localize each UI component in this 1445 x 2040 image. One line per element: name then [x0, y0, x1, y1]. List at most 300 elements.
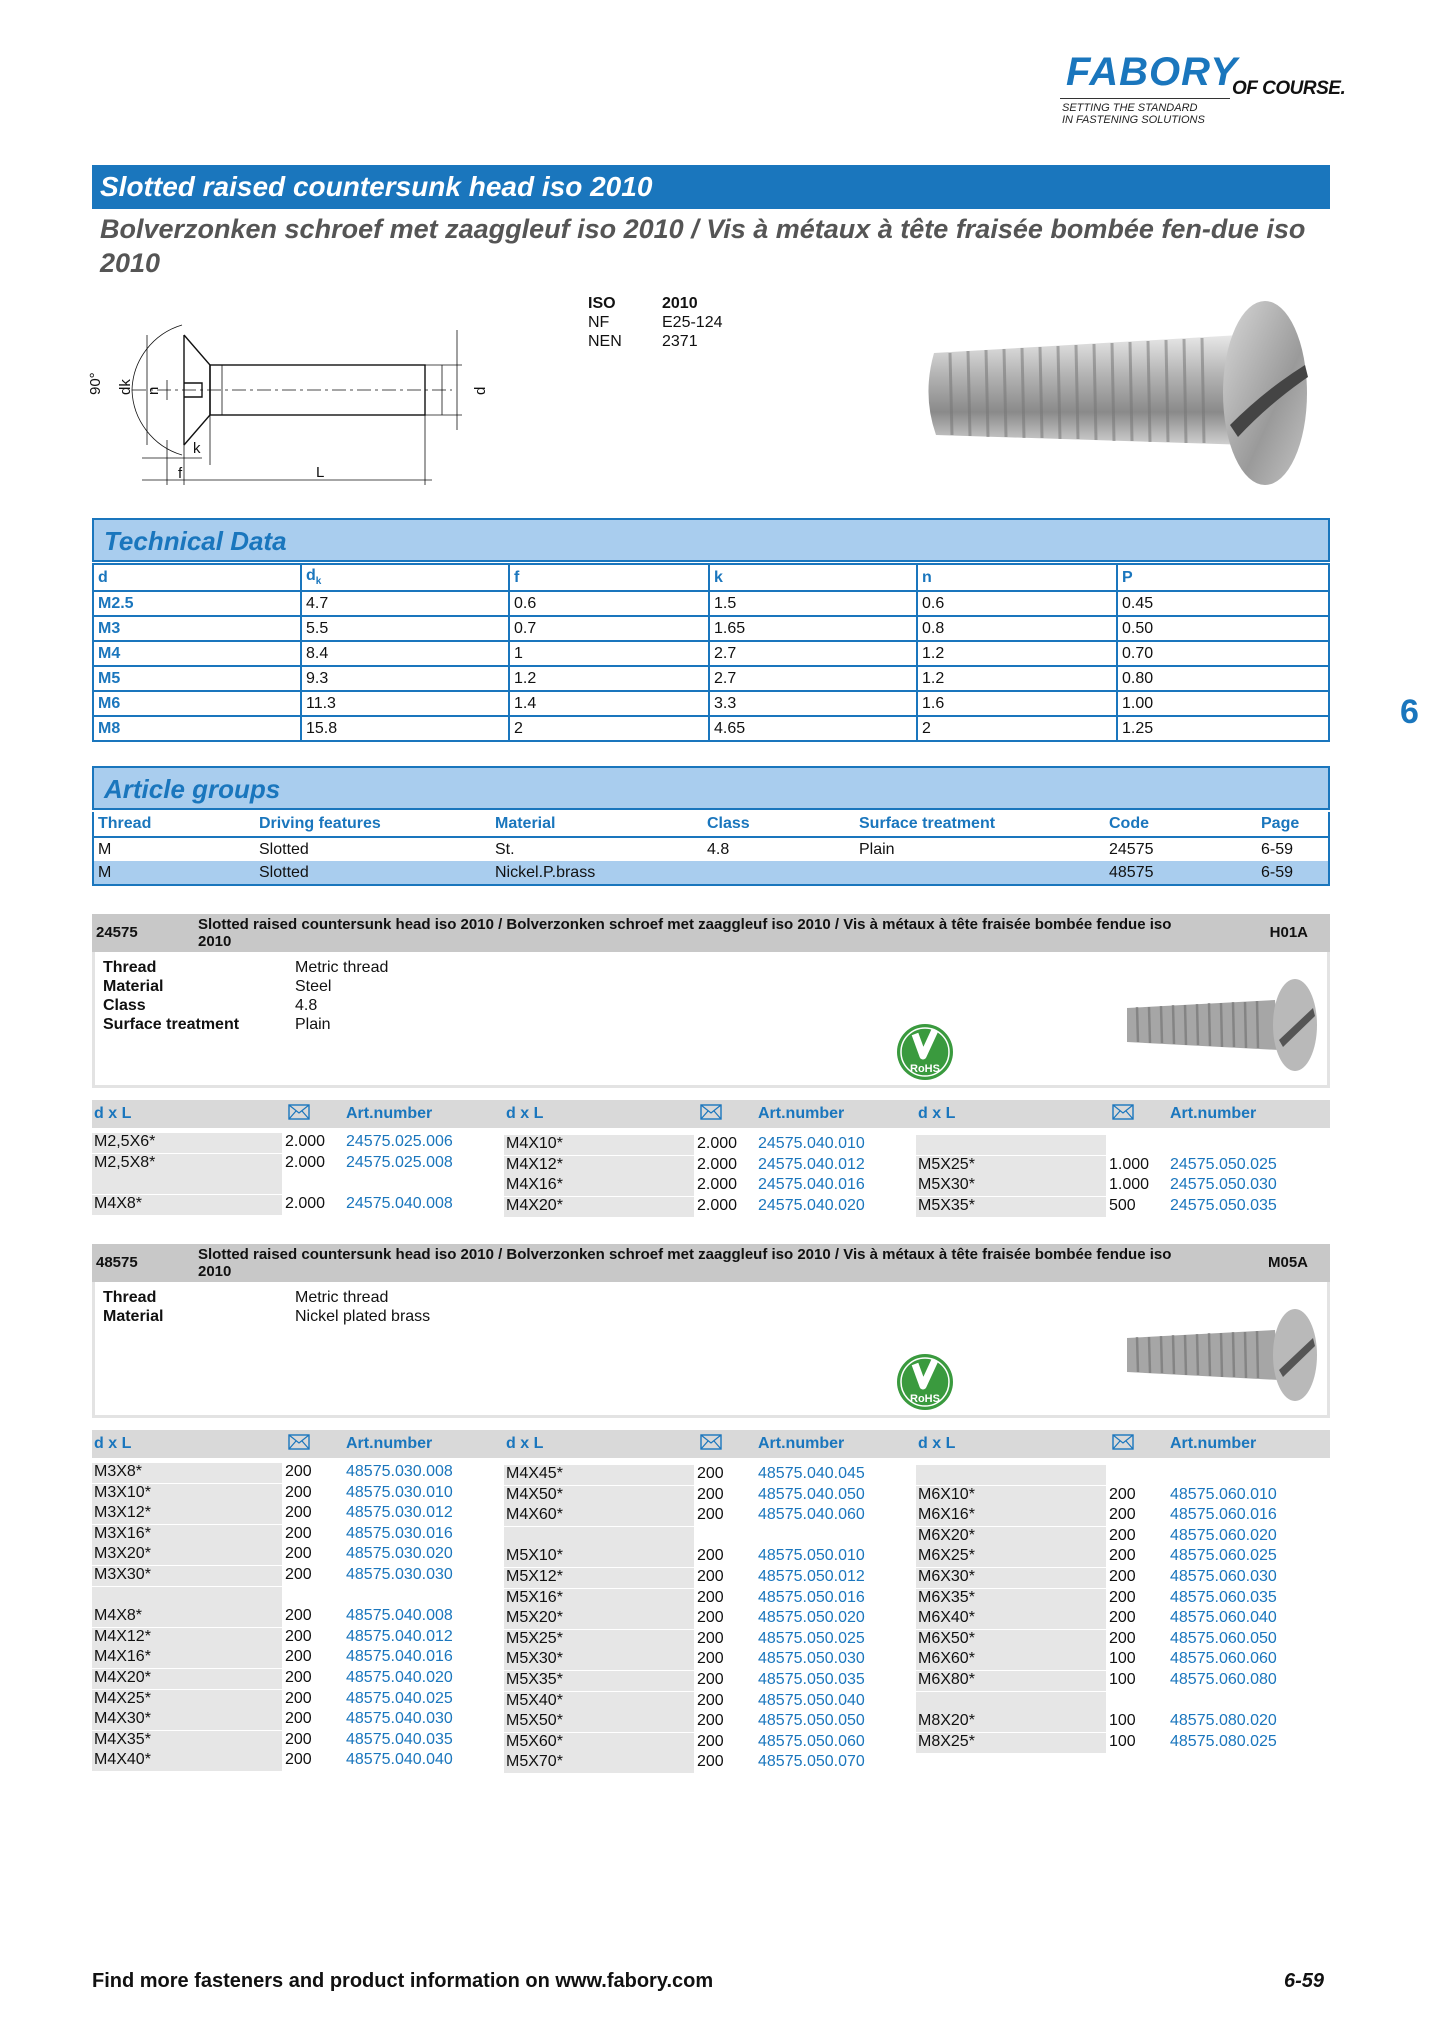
rohs-label: RoHS [910, 1393, 940, 1405]
list-item [92, 1462, 504, 1482]
cell: Nickel.P.brass [491, 861, 703, 885]
list-item [916, 1732, 1328, 1752]
cell: 5.5 [301, 616, 509, 641]
col-dxl: d x L [506, 1105, 544, 1122]
list-item [92, 1153, 504, 1173]
list-item [504, 1732, 916, 1752]
list-item [504, 1567, 916, 1587]
table-row [93, 591, 1329, 616]
pack-quantity: 100 [1109, 1650, 1136, 1668]
article-number-link[interactable]: 48575.040.030 [346, 1710, 453, 1728]
article-number-link[interactable]: 48575.030.012 [346, 1504, 453, 1522]
chapter-number: 6 [1400, 693, 1419, 731]
screw-thumbnail [1123, 970, 1323, 1070]
cell: M6 [93, 691, 301, 716]
size-dxl: M5X10* [504, 1547, 694, 1567]
cell [855, 861, 1105, 885]
list-header-24575 [92, 1100, 1330, 1128]
article-number-link[interactable]: 48575.050.040 [758, 1691, 865, 1709]
list-item [92, 1709, 504, 1729]
article-number-link[interactable]: 48575.050.070 [758, 1753, 865, 1771]
pack-quantity: 200 [697, 1506, 724, 1524]
list-item [916, 1670, 1328, 1690]
list-item [92, 1194, 504, 1214]
cell: M2.5 [93, 591, 301, 616]
cell: 0.80 [1117, 666, 1329, 691]
list-item [92, 1627, 504, 1647]
pack-quantity: 100 [1109, 1712, 1136, 1730]
size-dxl: M4X20* [504, 1197, 694, 1217]
article-number-link[interactable]: 48575.030.010 [346, 1483, 453, 1501]
article-groups-heading: Article groups [92, 766, 1330, 810]
prop-key: Surface treatment [103, 1016, 240, 1033]
list-item [504, 1608, 916, 1628]
size-dxl: M4X10* [504, 1135, 694, 1155]
th-material: Material [491, 812, 703, 837]
list-item [92, 1565, 504, 1585]
envelope-icon [700, 1434, 722, 1455]
size-dxl: M8X20* [916, 1712, 1106, 1732]
list-item [504, 1485, 916, 1505]
table-row [93, 837, 1329, 861]
size-dxl: M4X45* [504, 1465, 694, 1485]
rohs-label: RoHS [910, 1063, 940, 1075]
size-dxl: M6X10* [916, 1486, 1106, 1506]
list-item [504, 1196, 916, 1216]
th-code: Code [1105, 812, 1257, 837]
cell: 8.4 [301, 641, 509, 666]
cell: 1.00 [1117, 691, 1329, 716]
cell: 3.3 [709, 691, 917, 716]
article-number-link[interactable]: 48575.050.025 [758, 1629, 865, 1647]
article-header-24575 [92, 914, 1330, 952]
pack-quantity: 200 [285, 1669, 312, 1686]
th-dk-sub: k [315, 576, 322, 588]
pack-quantity: 200 [697, 1732, 724, 1750]
pack-quantity: 2.000 [285, 1194, 326, 1212]
article-number-link[interactable]: 48575.040.020 [346, 1669, 453, 1686]
pack-quantity: 2.000 [285, 1153, 326, 1171]
table-header-row [93, 812, 1329, 837]
th-f: f [509, 564, 709, 591]
rohs-badge [895, 1022, 955, 1082]
prop-key: Material [103, 978, 164, 995]
page-title: Slotted raised countersunk head iso 2010 [92, 165, 1330, 209]
article-number-link[interactable]: 48575.060.040 [1170, 1609, 1277, 1627]
cell: 24575 [1109, 840, 1154, 858]
list-item [504, 1670, 916, 1690]
article-number-link[interactable]: 48575.040.012 [346, 1627, 453, 1645]
std-nen-value: 2371 [662, 333, 698, 350]
article-number-link[interactable]: 48575.050.012 [758, 1568, 865, 1585]
article-number-link[interactable]: 48575.050.030 [758, 1650, 865, 1668]
article-number-link[interactable]: 48575.060.016 [1170, 1506, 1277, 1524]
pack-quantity: 200 [697, 1712, 724, 1730]
cell: 48575 [1105, 861, 1257, 885]
footer-page-number: 6-59 [1284, 1970, 1325, 1992]
drawing-label-L: L [316, 464, 325, 481]
list-item [916, 1588, 1328, 1608]
list-header-48575 [92, 1430, 1330, 1458]
size-dxl: M2,5X6* [92, 1133, 282, 1153]
cell: 0.50 [1117, 616, 1329, 641]
article-groups-table [92, 812, 1330, 886]
drawing-label-d: d [472, 386, 489, 395]
size-dxl: M6X16* [916, 1506, 1106, 1526]
footer-text: Find more fasteners and product information on www.fabory.com [92, 1970, 714, 1992]
size-dxl: M6X20* [916, 1527, 1106, 1547]
article-number-link[interactable]: 48575.080.025 [1170, 1732, 1277, 1750]
pack-quantity: 200 [1109, 1609, 1136, 1627]
article-number-link[interactable]: 24575.050.035 [1170, 1196, 1277, 1214]
size-dxl: M6X80* [916, 1671, 1106, 1691]
logo-brand: FABORY [1066, 50, 1238, 94]
pack-quantity: 200 [285, 1504, 312, 1522]
article-number-link[interactable]: 24575.040.016 [758, 1176, 865, 1194]
logo-tagline-2: IN FASTENING SOLUTIONS [1062, 114, 1205, 126]
cell: 1.2 [917, 666, 1117, 691]
article-properties [103, 958, 388, 1034]
list-item [504, 1588, 916, 1608]
article-number-link[interactable]: 48575.040.016 [346, 1648, 453, 1666]
list-item [504, 1711, 916, 1731]
cell: 0.45 [1117, 591, 1329, 616]
prop-value: Plain [295, 1016, 331, 1033]
cell: 0.8 [917, 616, 1117, 641]
article-number-link[interactable]: 48575.060.035 [1170, 1588, 1277, 1606]
article-number-link[interactable]: 48575.060.060 [1170, 1650, 1277, 1668]
pack-quantity: 200 [285, 1730, 312, 1748]
size-dxl: M5X25* [916, 1156, 1106, 1176]
cell: M [93, 861, 255, 885]
col-dxl: d x L [918, 1435, 956, 1452]
size-dxl: M5X50* [504, 1712, 694, 1732]
table-header-row [93, 564, 1329, 591]
list-item [916, 1711, 1328, 1731]
article-body-24575 [92, 952, 1330, 1088]
size-dxl: M4X30* [92, 1710, 282, 1730]
pack-quantity: 200 [285, 1627, 312, 1645]
technical-data-table [92, 563, 1330, 742]
table-row [93, 616, 1329, 641]
cell [703, 861, 855, 885]
screw-photo [920, 295, 1330, 495]
size-dxl: M4X16* [92, 1648, 282, 1668]
article-ref: H01A [1269, 924, 1308, 941]
size-dxl: M6X60* [916, 1650, 1106, 1670]
cell: M8 [93, 716, 301, 741]
cell: 1.2 [917, 641, 1117, 666]
size-dxl: M5X30* [504, 1650, 694, 1670]
list-item [92, 1689, 504, 1709]
article-number-link[interactable]: 48575.050.060 [758, 1732, 865, 1750]
size-dxl: M4X25* [92, 1690, 282, 1710]
article-number-link[interactable]: 24575.040.012 [758, 1155, 865, 1173]
list-item [916, 1691, 1328, 1711]
col-dxl: d x L [918, 1105, 956, 1122]
size-dxl: M6X25* [916, 1547, 1106, 1567]
pack-quantity: 200 [697, 1650, 724, 1668]
article-description: Slotted raised countersunk head iso 2010 / Bolverzonken schroef met zaaggleuf iso 2010 / Vis à métaux à tête fraisée bombée fendue iso 2010 [198, 1246, 1172, 1280]
cell: 4.8 [707, 840, 730, 858]
standards-list [588, 294, 723, 351]
list-item [504, 1464, 916, 1484]
article-number-link[interactable]: 48575.050.035 [758, 1671, 865, 1688]
pack-quantity: 2.000 [285, 1133, 326, 1150]
envelope-icon [1112, 1104, 1134, 1125]
size-dxl: M5X70* [504, 1753, 694, 1773]
list-item [916, 1196, 1328, 1216]
list-item [916, 1526, 1328, 1546]
list-item [916, 1567, 1328, 1587]
list-item [916, 1649, 1328, 1669]
article-number-link[interactable]: 48575.060.080 [1170, 1671, 1277, 1688]
table-row [93, 716, 1329, 741]
list-item [916, 1629, 1328, 1649]
cell: Plain [859, 840, 895, 858]
article-number-link[interactable]: 24575.040.008 [346, 1194, 453, 1212]
article-number-link[interactable]: 48575.040.035 [346, 1730, 453, 1748]
technical-data-heading: Technical Data [92, 518, 1330, 562]
article-number-link[interactable]: 48575.050.050 [758, 1712, 865, 1730]
size-dxl: M5X40* [504, 1692, 694, 1712]
article-number-link[interactable]: 24575.025.008 [346, 1153, 453, 1171]
size-dxl: M3X30* [92, 1566, 282, 1586]
article-number-link[interactable]: 48575.060.025 [1170, 1547, 1277, 1565]
pack-quantity: 200 [697, 1609, 724, 1627]
th-driving: Driving features [255, 812, 491, 837]
prop-value: Metric thread [295, 1289, 389, 1306]
article-number-link[interactable]: 24575.040.010 [758, 1135, 865, 1152]
pack-quantity: 1.000 [1109, 1176, 1150, 1194]
cell: 0.7 [509, 616, 709, 641]
pack-quantity: 100 [1109, 1671, 1136, 1688]
pack-quantity: 200 [697, 1547, 724, 1565]
article-properties [103, 1288, 430, 1326]
list-item [916, 1485, 1328, 1505]
list-item [504, 1505, 916, 1525]
size-dxl: M3X16* [92, 1525, 282, 1545]
rohs-badge [895, 1352, 955, 1412]
pack-quantity: 200 [1109, 1485, 1136, 1503]
list-item [916, 1546, 1328, 1566]
prop-value: 4.8 [295, 997, 318, 1014]
page-subtitle: Bolverzonken schroef met zaaggleuf iso 2010 / Vis à métaux à tête fraisée bombée fen-due iso 2010 [100, 214, 1306, 278]
article-number-link[interactable]: 48575.060.020 [1170, 1526, 1277, 1544]
cell: Slotted [259, 840, 309, 858]
size-dxl: M5X12* [504, 1568, 694, 1588]
list-item [916, 1175, 1328, 1195]
list-item [92, 1524, 504, 1544]
table-row [93, 691, 1329, 716]
table-row [93, 666, 1329, 691]
col-art: Art.number [1170, 1435, 1257, 1452]
cell: 2 [509, 716, 709, 741]
article-number-link[interactable]: 48575.030.008 [346, 1463, 453, 1480]
prop-key: Thread [103, 1289, 157, 1306]
pack-quantity: 200 [285, 1524, 312, 1542]
col-art: Art.number [758, 1435, 845, 1452]
list-item [92, 1173, 504, 1193]
table-row [93, 861, 1329, 885]
th-surface: Surface treatment [855, 812, 1105, 837]
size-dxl: M3X10* [92, 1484, 282, 1504]
size-dxl: M5X25* [504, 1630, 694, 1650]
pack-quantity: 200 [285, 1689, 312, 1707]
pack-quantity: 2.000 [697, 1196, 738, 1214]
article-number-link[interactable]: 48575.050.020 [758, 1609, 865, 1627]
drawing-label-f: f [178, 465, 183, 482]
article-number-link[interactable]: 24575.050.025 [1170, 1155, 1277, 1173]
article-number-link[interactable]: 48575.040.050 [758, 1485, 865, 1503]
article-code: 24575 [96, 924, 138, 941]
article-number-link[interactable]: 48575.040.040 [346, 1751, 453, 1769]
size-dxl: M4X12* [504, 1156, 694, 1176]
size-dxl: M3X8* [92, 1463, 282, 1483]
cell: 2 [917, 716, 1117, 741]
article-number-link[interactable]: 48575.050.016 [758, 1588, 865, 1606]
size-dxl: M5X35* [916, 1197, 1106, 1217]
size-dxl: M3X12* [92, 1504, 282, 1524]
pack-quantity: 200 [697, 1588, 724, 1606]
article-code: 48575 [96, 1254, 138, 1271]
cell: 1.6 [917, 691, 1117, 716]
list-item [504, 1649, 916, 1669]
std-nf-name: NF [588, 314, 610, 331]
list-item [916, 1464, 1328, 1484]
article-number-link[interactable]: 24575.050.030 [1170, 1176, 1277, 1194]
cell: M4 [93, 641, 301, 666]
list-item [504, 1691, 916, 1711]
pack-quantity: 200 [285, 1751, 312, 1769]
logo-slogan: OF COURSE. [1232, 78, 1346, 99]
article-number-link[interactable]: 48575.030.020 [346, 1545, 453, 1563]
pack-quantity: 200 [1109, 1588, 1136, 1606]
article-number-link[interactable]: 48575.040.025 [346, 1689, 453, 1707]
col-dxl: d x L [94, 1105, 132, 1122]
article-number-link[interactable]: 48575.040.045 [758, 1465, 865, 1482]
article-description: Slotted raised countersunk head iso 2010 / Bolverzonken schroef met zaaggleuf iso 2010 / Vis à métaux à tête fraisée bombée fendue iso 2010 [198, 916, 1172, 950]
pack-quantity: 200 [1109, 1629, 1136, 1647]
logo-underline [1060, 98, 1230, 99]
drawing-label-k: k [193, 440, 201, 457]
prop-value: Metric thread [295, 959, 389, 976]
article-number-link[interactable]: 48575.060.050 [1170, 1629, 1277, 1647]
cell: 1.2 [509, 666, 709, 691]
list-item [504, 1134, 916, 1154]
drawing-label-n: n [145, 386, 162, 395]
pack-quantity: 200 [1109, 1526, 1136, 1544]
pack-quantity: 2.000 [697, 1176, 738, 1194]
table-row [93, 641, 1329, 666]
cell: 9.3 [301, 666, 509, 691]
size-dxl: M4X12* [92, 1628, 282, 1648]
pack-quantity: 200 [1109, 1568, 1136, 1585]
size-dxl [92, 1587, 282, 1607]
article-number-link[interactable]: 48575.060.010 [1170, 1485, 1277, 1503]
article-number-link[interactable]: 48575.040.060 [758, 1506, 865, 1524]
article-number-link[interactable]: 48575.080.020 [1170, 1712, 1277, 1730]
size-dxl: M8X25* [916, 1733, 1106, 1753]
size-dxl: M6X30* [916, 1568, 1106, 1588]
list-item [504, 1546, 916, 1566]
col-art: Art.number [758, 1105, 845, 1122]
prop-key: Thread [103, 959, 157, 976]
technical-drawing [87, 295, 492, 500]
cell: 4.65 [709, 716, 917, 741]
article-number-link[interactable]: 48575.060.030 [1170, 1568, 1277, 1585]
cell: 1 [509, 641, 709, 666]
article-number-link[interactable]: 24575.040.020 [758, 1196, 865, 1214]
list-item [92, 1503, 504, 1523]
list-item [504, 1175, 916, 1195]
prop-value: Nickel plated brass [295, 1308, 431, 1325]
envelope-icon [288, 1104, 310, 1125]
list-item [916, 1505, 1328, 1525]
article-ref: M05A [1267, 1254, 1308, 1271]
th-thread: Thread [93, 812, 255, 837]
th-k: k [709, 564, 917, 591]
article-number-link[interactable]: 48575.030.030 [346, 1566, 453, 1583]
pack-quantity: 500 [1109, 1196, 1136, 1214]
size-dxl: M4X35* [92, 1731, 282, 1751]
size-dxl: M4X20* [92, 1669, 282, 1689]
pack-quantity: 200 [1109, 1547, 1136, 1565]
size-dxl: M2,5X8* [92, 1154, 282, 1174]
size-dxl: M4X50* [504, 1486, 694, 1506]
pack-quantity: 200 [285, 1483, 312, 1501]
article-number-link[interactable]: 48575.040.008 [346, 1607, 453, 1625]
list-item [504, 1629, 916, 1649]
pack-quantity: 200 [697, 1465, 724, 1482]
pack-quantity: 200 [697, 1691, 724, 1709]
cell: 2.7 [709, 666, 917, 691]
size-dxl: M6X50* [916, 1630, 1106, 1650]
th-d: d [93, 564, 301, 591]
list-item [92, 1668, 504, 1688]
article-number-link[interactable]: 48575.030.016 [346, 1524, 453, 1542]
article-number-link[interactable]: 48575.050.010 [758, 1547, 865, 1565]
list-item [92, 1483, 504, 1503]
article-body-48575 [92, 1282, 1330, 1418]
cell: 1.25 [1117, 716, 1329, 741]
size-dxl: M5X20* [504, 1609, 694, 1629]
std-iso-value: 2010 [662, 295, 698, 312]
size-dxl [504, 1527, 694, 1547]
article-header-48575 [92, 1244, 1330, 1282]
list-item [92, 1750, 504, 1770]
col-art: Art.number [1170, 1105, 1257, 1122]
list-item [92, 1132, 504, 1152]
cell: 0.6 [509, 591, 709, 616]
drawing-label-dk: dk [117, 379, 134, 395]
std-iso-name: ISO [588, 295, 616, 312]
size-dxl: M3X20* [92, 1545, 282, 1565]
size-dxl [916, 1465, 1106, 1485]
cell: M3 [93, 616, 301, 641]
pack-quantity: 2.000 [697, 1135, 738, 1152]
col-dxl: d x L [94, 1435, 132, 1452]
col-art: Art.number [346, 1435, 433, 1452]
article-number-link[interactable]: 24575.025.006 [346, 1133, 453, 1150]
pack-quantity: 100 [1109, 1732, 1136, 1750]
list-item [92, 1606, 504, 1626]
th-p: P [1117, 564, 1329, 591]
cell: St. [495, 840, 515, 858]
envelope-icon [700, 1104, 722, 1125]
pack-quantity: 200 [285, 1463, 312, 1480]
size-dxl: M6X35* [916, 1589, 1106, 1609]
